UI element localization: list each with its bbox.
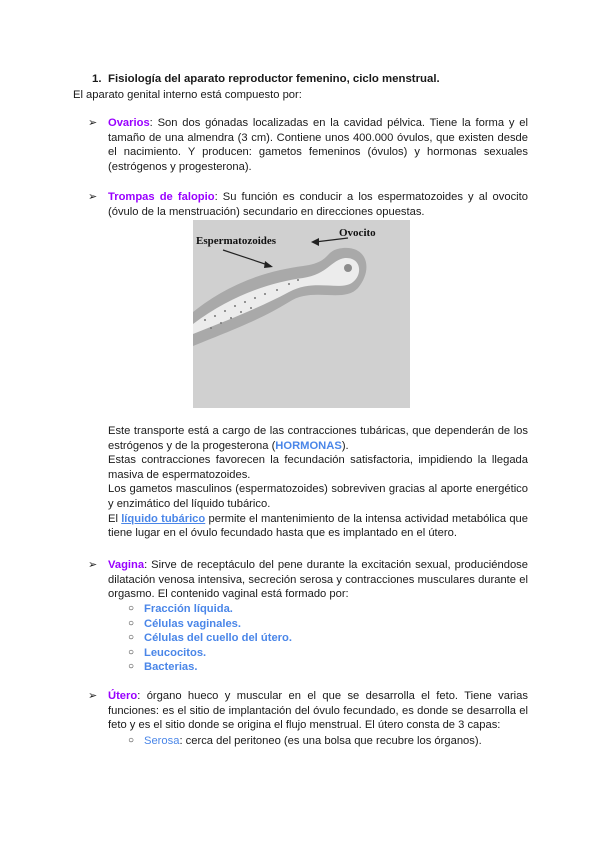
list-item: ○ Células del cuello del útero. [128,632,292,645]
section-heading [92,72,440,87]
ovarios-text: : Son dos gónadas localizadas en la cavidad pélvica. Tiene la forma y el tamaño de una almendra (3 cm). Contiene unos 400.000 óvulos, que existen desde el nacimiento. Y producen: gametos femeninos (óvulos) y hormonas sexuales (estrógenos y progesterona). [108,117,528,173]
liquido-tubarico-link[interactable]: líquido tubárico [121,512,206,525]
serosa-text: : cerca del peritoneo (es una bolsa que recubre los órganos). [179,735,482,747]
circle-bullet-icon: ○ [128,617,135,629]
trompas-p4-before: El [108,512,122,525]
trompas-item [108,190,528,219]
arrow-bullet-icon: ➢ [88,191,98,203]
list-item: ○ Fracción líquida. [128,603,233,615]
list-item: ○ Células vaginales. [128,617,242,630]
vagina-item [108,558,528,602]
trompas-text: : Su función es conducir a los espermatozoides y al ovocito (óvulo de la menstruación) secundario en direcciones opuestas. [108,191,528,218]
trompas-term: Trompas de falopio [108,191,215,203]
list-item: ○ Bacterias. [128,661,198,674]
heading-title: Fisiología del aparato reproductor femenino, ciclo menstrual. [108,73,440,85]
utero-term: Útero [108,690,138,702]
list-item [128,734,482,749]
trompas-p1-before: Este transporte está a cargo de las contracciones tubáricas, que dependerán de los estrógenos y de la progesterona ( [108,425,528,452]
list-item: ○ Leucocitos. [128,646,207,659]
circle-bullet-icon: ○ [128,632,135,644]
vagina-term: Vagina [108,559,145,571]
intro-text: El aparato genital interno está compuesto por: [73,89,302,101]
trompas-p2: Estas contracciones favorecen la fecundación satisfactoria, impidiendo la llegada masiva de espermatozoides. [108,454,528,481]
figure-label-spermatozoa: Espermatozoides [196,235,277,247]
fallopian-tube-figure [193,220,410,408]
trompas-p1-after: ). [341,439,349,452]
figure-label-oocyte: Ovocito [339,227,376,239]
heading-number: 1. [92,73,102,85]
arrow-bullet-icon: ➢ [88,559,98,571]
trompas-details [108,424,528,541]
circle-bullet-icon: ○ [128,735,135,746]
ovarios-item [108,116,528,174]
circle-bullet-icon: ○ [128,646,135,658]
trompas-p4-after: permite el mantenimiento de la intensa actividad metabólica que tiene lugar en el óvulo fecundado hasta que es implantado en el útero. [108,512,529,540]
ovarios-term: Ovarios [108,117,150,129]
vagina-content-list [128,602,292,675]
vagina-text: : Sirve de receptáculo del pene durante la excitación sexual, produciéndose dilatación venosa intensiva, secreción serosa y contracciones musculares durante el orgasmo. El contenido vaginal está formado por: [108,559,528,601]
fallopian-tube-illustration [193,220,410,408]
utero-layers-list [128,734,482,749]
utero-text: : órgano hueco y muscular en el que se desarrolla el feto. Tiene varias funciones: es el sitio de implantación del óvulo fecundado, es donde se desarrolla el feto y es el sitio donde se origina el flujo menstrual. El útero consta de 3 capas: [108,690,528,732]
trompas-p3: Los gametos masculinos (espermatozoides) sobreviven gracias al aporte energético y enzimático del líquido tubárico. [108,483,528,510]
circle-bullet-icon: ○ [128,603,135,614]
arrow-bullet-icon: ➢ [88,117,98,129]
circle-bullet-icon: ○ [128,661,135,673]
arrow-bullet-icon: ➢ [88,690,98,702]
serosa-term: Serosa [144,735,180,747]
utero-item [108,689,528,733]
trompas-p1-highlight: HORMONAS [275,439,342,452]
